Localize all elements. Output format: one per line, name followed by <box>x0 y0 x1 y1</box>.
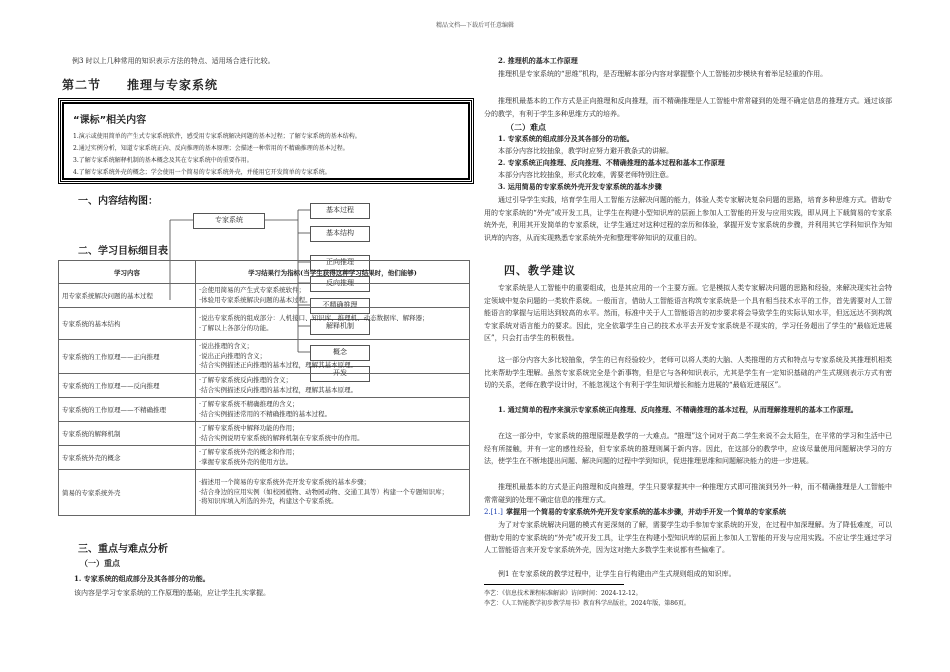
suggestion-2-number: 2.[1.] <box>484 508 503 516</box>
key-points-subheading: （一）重点 <box>80 558 120 568</box>
table-row <box>59 284 470 308</box>
suggestion-1-paragraph-2: 推理机最基本的方式是正向推理和反向推理，学生只要掌握其中一种推理方式即可推演到另外一种，而不精确推理是人工智能中常常碰到的处理不确定信息的推理方式。 <box>484 483 892 504</box>
table-row <box>59 374 470 398</box>
table-cell-content: 专家系统的基本结构 <box>59 308 196 340</box>
structure-heading: 一、内容结构图： <box>78 196 158 207</box>
table-cell-content: 专家系统的解释机制 <box>59 422 196 446</box>
diagram-node: 基本过程 <box>310 203 370 219</box>
curriculum-box-title: “课标”相关内容 <box>73 115 147 126</box>
section-title: 第二节 推理与专家系统 <box>62 78 219 92</box>
suggestion-paragraph-1: 专家系统是人工智能中的重要组成，也是其应用的一个主要方面。它是模拟人类专家解决问题的思路和经验，来解决现实社会特定领域中复杂问题的一类软件系统。一般而言，借助人工智能语言构筑专家系统是一个具有相当技术水平的工作，首先需要对人工智能语言的掌握与运用达到较高的水平。然而，标准中关于人工智能语言的初步要求将会导致学生的实际认知水平，但远远达不到构筑专家系统对语言能力的要求。因此，完全依靠学生自己的技术水平去开发专家系统是不现实的，学习任务超出了学生的“最临近进展区”，只会打击学生的积极性。 <box>484 284 892 342</box>
table-header-row <box>59 261 470 284</box>
table-cell-indicators: ·会使用简易的产生式专家系统软件； ·体验用专家系统解决问题的基本过程。 <box>196 284 470 308</box>
table-header-cell: 学习内容 <box>59 261 196 284</box>
footnote-1: 李艺：《信息技术课程标准解读》访问时间：2024-12-12。 <box>484 590 642 597</box>
key-point-1-text: 该内容是学习专家系统的工作原理的基础，应让学生扎实掌握。 <box>74 589 270 597</box>
table-cell-indicators: ·了解专家系统中解释功能的作用； ·结合实例说明专家系统的解释机制在专家系统中的作用。 <box>196 422 470 446</box>
table-row <box>59 308 470 340</box>
table-cell-content: 专家系统的工作原理——不精确推理 <box>59 398 196 422</box>
objectives-table <box>58 260 470 516</box>
footnote-2: 李艺：《人工智能教学初步教学用书》教育科学出版社，2024年版，第86页。 <box>484 600 690 607</box>
table-row <box>59 446 470 470</box>
table-cell-content: 专家系统的工作原理——反向推理 <box>59 374 196 398</box>
table-cell-indicators: ·说出推理的含义； ·说出正向推理的含义； ·结合实例描述正向推理的基本过程，理解其基本原理。 <box>196 340 470 374</box>
curriculum-item: 3.了解专家系统解释机制的基本概念及其在专家系统中的重要作用。 <box>73 157 253 164</box>
table-row <box>59 470 470 516</box>
footnote-separator <box>484 584 624 585</box>
table-header-cell: 学习结果行为指标(当学生获得这种学习结果时，他们能够) <box>196 261 470 284</box>
difficulty-1-text: 本部分内容比较抽象，教学时应努力避开教条式的讲解。 <box>498 147 673 155</box>
diagram-node: 解释机制 <box>310 319 370 335</box>
table-cell-indicators: ·描述用一个简易的专家系统外壳开发专家系统的基本步骤； ·结合身边的应用实例（如校园植物、动物园动物、交通工具等）构建一个专题知识库； ·将知识库填入所选的外壳，构建这个专家系统。 <box>196 470 470 516</box>
intro-line: 例3 时以上几种常用的知识表示方法的特点、适用场合进行比较。 <box>72 57 275 65</box>
diagram-node: 不精确推理 <box>310 298 370 314</box>
table-row <box>59 422 470 446</box>
objectives-heading: 二、学习目标细目表 <box>78 246 168 257</box>
k2-paragraph-2: 推理机最基本的工作方式是正向推理和反向推理，而不精确推理是人工智能中常常碰到的处理不确定信息的推理方式。通过该部分的教学，有利于学生多种思维方式的培养。 <box>484 97 892 118</box>
k2-paragraph-1: 推理机是专家系统的“思维”机构，是否理解本部分内容对掌握整个人工智能初步模块有着举足轻重的作用。 <box>498 70 828 78</box>
example-1: 例1 在专家系统的教学过程中，让学生自行构建由产生式规则组成的知识库。 <box>498 570 736 578</box>
page-header: 精品文档---下载后可任意编辑 <box>435 22 515 29</box>
diagram-node: 正向推理 <box>310 255 370 271</box>
diagram-node: 开发 <box>310 366 370 382</box>
table-cell-content: 专家系统的工作原理——正向推理 <box>59 340 196 374</box>
difficulty-3-text: 通过引导学生实践，培育学生用人工智能方法解决问题的能力，体验人类专家解决复杂问题的思路，培育多种思维方式。借助专用的专家系统的“外壳”或开发工具，让学生在构建小型知识库的层面上参加人工智能的开发与应用实践，即从网上下载简易的专家系统外壳，利用其开发简单的专家系统，让学生通过对这种过程的亲历和体验，掌握开发专家系统的步骤，并利用其它学科知识作为知识库的内容，从而实现熟悉专家系统外壳和整理零碎知识的双重目的。 <box>484 196 892 242</box>
diagram-node: 反向推理 <box>310 276 370 292</box>
diagram-root-node: 专家系统 <box>193 213 265 229</box>
curriculum-item: 1.演示或使用简单的产生式专家系统软件，感受用专家系统解决问题的基本过程；了解专家系统的基本结构。 <box>73 133 361 140</box>
diagram-node: 基本结构 <box>310 226 370 242</box>
k2-title: 2. 推理机的基本工作原理 <box>498 56 578 65</box>
suggestion-1-paragraph-1: 在这一部分中，专家系统的推理原理是教学的一大难点。“推理”这个词对于高二学生来说不会太陌生，在平常的学习和生活中已经有所接触，并有一定的感性经验，但专家系统的推理则属于新内容。因此，在这部分的教学中，应该尽量使用问题解决学习的方法，使学生在不断地提出问题、解决问题的过程中学到知识，促进推理思维和问题解决能力的进一步进展。 <box>484 432 892 465</box>
suggestion-paragraph-2: 这一部分内容大多比较抽象，学生的已有经验较少，老师可以将人类的大脑、人类推理的方式和特点与专家系统及其推理机相类比来帮助学生理解。虽然专家系统完全是个新事物，但是它与各种知识表示，尤其是学生有一定知识基础的产生式规则表示方式有密切的关系，老师在教学设计时，不能忽视这个有利于学生知识增长和能力进展的“最临近进展区”。 <box>484 356 892 389</box>
curriculum-item: 2.通过实例分析，知道专家系统正向、反向推理的基本原理；会描述一种常用的不精确推理的基本过程。 <box>73 145 349 152</box>
teaching-suggestions-heading: 四、教学建议 <box>504 264 576 277</box>
table-cell-indicators: ·了解专家系统外壳的概念和作用； ·掌握专家系统外壳的使用方法。 <box>196 446 470 470</box>
table-row <box>59 398 470 422</box>
difficulty-2-text: 本部分内容比较抽象，形式化较难，需要老师特别注意。 <box>498 171 673 179</box>
table-cell-content: 简易的专家系统外壳 <box>59 470 196 516</box>
suggestion-2-title: 掌握用一个简易的专家系统外壳开发专家系统的基本步骤，并动手开发一个简单的专家系统 <box>506 507 786 516</box>
key-point-1: 1. 专家系统的组成部分及其各部分的功能。 <box>74 574 210 583</box>
suggestion-1-title: 1. 通过简单的程序来演示专家系统正向推理、反向推理、不精确推理的基本过程，从而理解推理机的基本工作原理。 <box>498 405 858 414</box>
table-cell-content: 专家系统外壳的概念 <box>59 446 196 470</box>
key-points-heading: 三、重点与难点分析 <box>78 544 168 555</box>
objectives-table-body <box>59 284 470 516</box>
difficulty-1: 1. 专家系统的组成部分及其各部分的功能。 <box>498 134 634 143</box>
difficulty-2: 2. 专家系统正向推理、反向推理、不精确推理的基本过程和基本工作原理 <box>498 158 725 167</box>
curriculum-item: 4.了解专家系统外壳的概念；学会使用一个简易的专家系统外壳，并能用它开发简单的专家系统。 <box>73 169 331 176</box>
diagram-node: 概念 <box>310 345 370 361</box>
table-cell-indicators: ·了解专家系统反向推理的含义； ·结合实例描述反向推理的基本过程，理解其基本原理。 <box>196 374 470 398</box>
table-cell-indicators: ·说出专家系统的组成部分：人机接口、知识库、推理机、动态数据库、解释器； ·了解以上各部分的功能。 <box>196 308 470 340</box>
difficulty-3: 3. 运用简易的专家系统外壳开发专家系统的基本步骤 <box>498 182 662 191</box>
table-cell-indicators: ·了解专家系统不精确推理的含义； ·结合实例描述常用的不精确推理的基本过程。 <box>196 398 470 422</box>
difficulties-heading: （二）难点 <box>506 122 546 132</box>
table-row <box>59 340 470 374</box>
suggestion-2-paragraph: 为了对专家系统解决问题的模式有更深刻的了解，需要学生动手参加专家系统的开发，在过程中加深理解。为了降低难度，可以借助专用的专家系统的“外壳”或开发工具，让学生在构建小型知识库的层面上参加人工智能的开发与应用实践。不应让学生通过学习人工智能语言来开发专家系统外壳，因为这对绝大多数学生来说都有些偏难了。 <box>484 521 892 554</box>
table-cell-content: 用专家系统解决问题的基本过程 <box>59 284 196 308</box>
